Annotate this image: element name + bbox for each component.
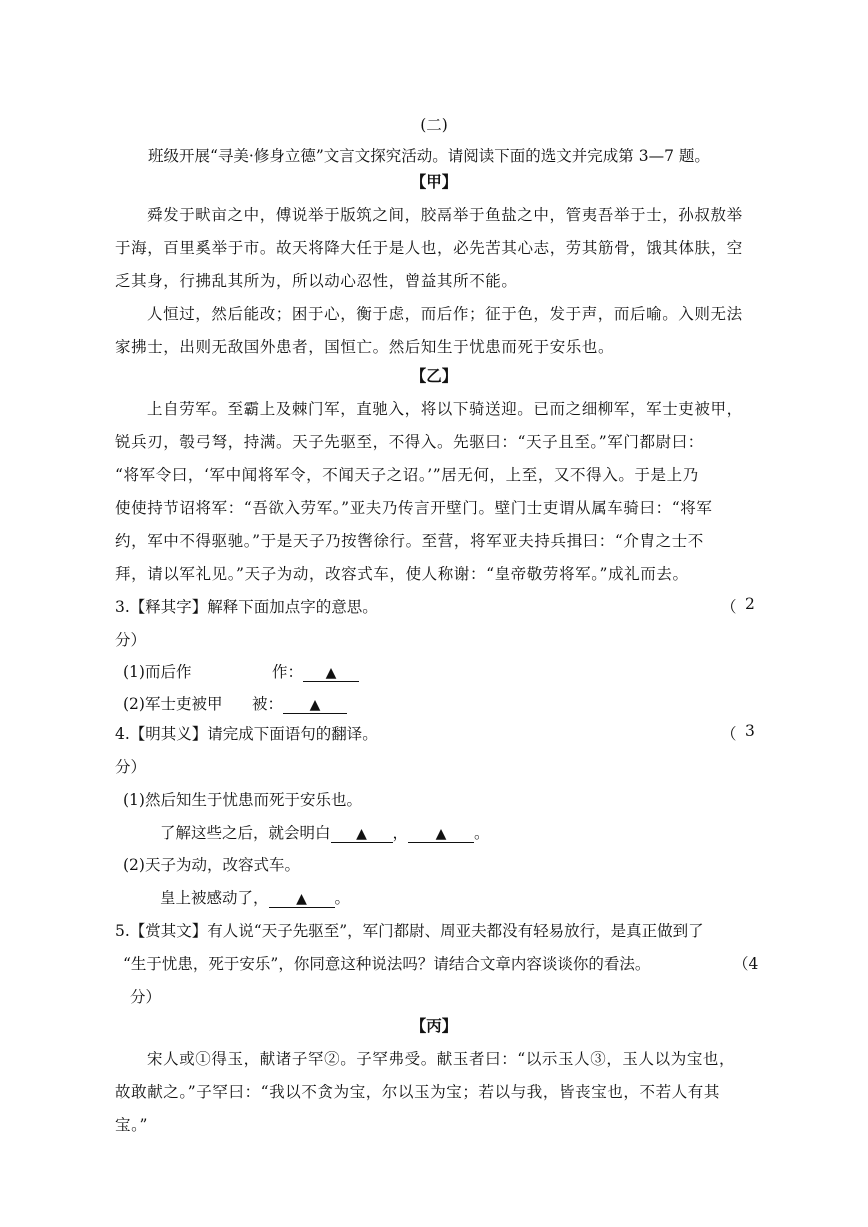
triangle-icon: ▲ — [435, 826, 447, 842]
item-key: 作： — [272, 663, 304, 681]
question-4-item-2-answer — [160, 886, 350, 908]
question-3-item-1 — [123, 660, 191, 682]
passage-jia-header: 【甲】 — [410, 172, 458, 191]
question-3-item-2-answer — [252, 692, 347, 714]
passage-bing-line: 宋人或①得玉，献诸子罕②。子罕弗受。献玉者曰：“以示玉人③，玉人以为宝也， — [147, 1050, 736, 1068]
question-4-item-1: (1)然后知生于忧患而死于安乐也。 — [123, 791, 362, 809]
item-label: (1)而后作 — [123, 663, 192, 681]
passage-bing-line: 故敢献之。”子罕曰：“我以不贪为宝，尔以玉为宝；若以与我，皆丧宝也，不若人有其 — [115, 1083, 721, 1101]
passage-jia-line: 于海，百里奚举于市。故天将降大任于是人也，必先苦其心志，劳其筋骨，饿其体肤，空 — [115, 239, 743, 257]
passage-jia-line: 人恒过，然后能改；困于心，衡于虑，而后作；征于色，发于声，而后喻。入则无法 — [147, 305, 743, 323]
question-3-score-open: （ — [721, 598, 737, 616]
question-4-stem: 4.【明其义】请完成下面语句的翻译。 — [115, 725, 378, 743]
triangle-icon: ▲ — [296, 891, 307, 907]
item-label: (2)军士吏被甲 — [123, 695, 223, 713]
passage-yi-line: 锐兵刃，彀弓弩，持满。天子先驱至，不得入。先驱曰：“天子且至。”军门都尉曰： — [115, 433, 704, 451]
answer-prefix: 了解这些之后，就会明白 — [160, 824, 331, 842]
item-key: 被： — [252, 695, 284, 713]
answer-blank[interactable] — [269, 890, 335, 908]
passage-yi-header: 【乙】 — [410, 366, 458, 385]
triangle-icon: ▲ — [325, 665, 337, 681]
answer-blank[interactable] — [283, 696, 347, 714]
question-5-line-2: “生于忧患，死于安乐”，你同意这种说法吗？请结合文章内容谈谈你的看法。 — [123, 955, 651, 973]
passage-bing-line: 宝。” — [115, 1116, 148, 1134]
question-3-stem: 3.【释其字】解释下面加点字的意思。 — [115, 598, 378, 616]
passage-yi-line: 使使持节诏将军：“吾欲入劳军。”亚夫乃传言开壁门。壁门士吏谓从属车骑曰：“将军 — [115, 499, 713, 517]
answer-blank[interactable] — [303, 664, 359, 682]
answer-blank[interactable] — [408, 825, 474, 843]
answer-period: 。 — [334, 889, 351, 907]
passage-yi-line: 约，军中不得驱驰。”于是天子乃按辔徐行。至营，将军亚夫持兵揖曰：“介胄之士不 — [115, 532, 704, 550]
question-5-score-unit: 分） — [130, 988, 162, 1006]
answer-comma: ， — [392, 824, 409, 842]
triangle-icon: ▲ — [356, 826, 367, 842]
passage-yi-line: 拜，请以军礼见。”天子为动，改容式车，使人称谢：“皇帝敬劳将军。”成礼而去。 — [115, 565, 689, 583]
passage-jia-line: 舜发于畎亩之中，傅说举于版筑之间，胶鬲举于鱼盐之中，管夷吾举于士，孙叔敖举 — [147, 206, 743, 224]
question-3-item-2 — [123, 692, 222, 714]
question-4-item-1-answer — [160, 821, 490, 843]
question-4-item-2: (2)天子为动，改容式车。 — [123, 856, 300, 874]
passage-jia-line: 乏其身，行拂乱其所为，所以动心忍性，曾益其所不能。 — [115, 272, 518, 290]
question-4-score-open: （ — [721, 725, 737, 743]
passage-bing-header: 【丙】 — [410, 1016, 458, 1035]
section-title: (二) — [420, 116, 448, 134]
question-3-item-1-answer — [272, 660, 359, 682]
answer-period: 。 — [474, 824, 490, 842]
question-5-line-1: 5.【赏其文】有人说“天子先驱至”，军门都尉、周亚夫都没有轻易放行，是真正做到了 — [115, 922, 704, 940]
passage-yi-line: 上自劳军。至霸上及棘门军，直驰入，将以下骑送迎。已而之细柳军，军士吏被甲， — [147, 400, 743, 418]
answer-blank[interactable] — [331, 825, 393, 843]
question-4-score-value: 3 — [745, 722, 755, 740]
triangle-icon: ▲ — [309, 697, 321, 713]
question-5-score-open: （4 — [733, 955, 759, 973]
passage-jia-line: 家拂士，出则无敌国外患者，国恒亡。然后知生于忧患而死于安乐也。 — [115, 338, 615, 356]
question-3-score-value: 2 — [745, 595, 755, 613]
intro-text: 班级开展“寻美·修身立德”文言文探究活动。请阅读下面的选文并完成第 3—7 题。 — [148, 147, 710, 165]
answer-prefix: 皇上被感动了， — [160, 889, 269, 907]
question-3-score-unit: 分） — [115, 631, 147, 649]
passage-yi-line: “将军令曰，‘军中闻将军令，不闻天子之诏。’”居无何，上至，又不得入。于是上乃 — [115, 466, 699, 484]
question-4-score-unit: 分） — [115, 758, 147, 776]
